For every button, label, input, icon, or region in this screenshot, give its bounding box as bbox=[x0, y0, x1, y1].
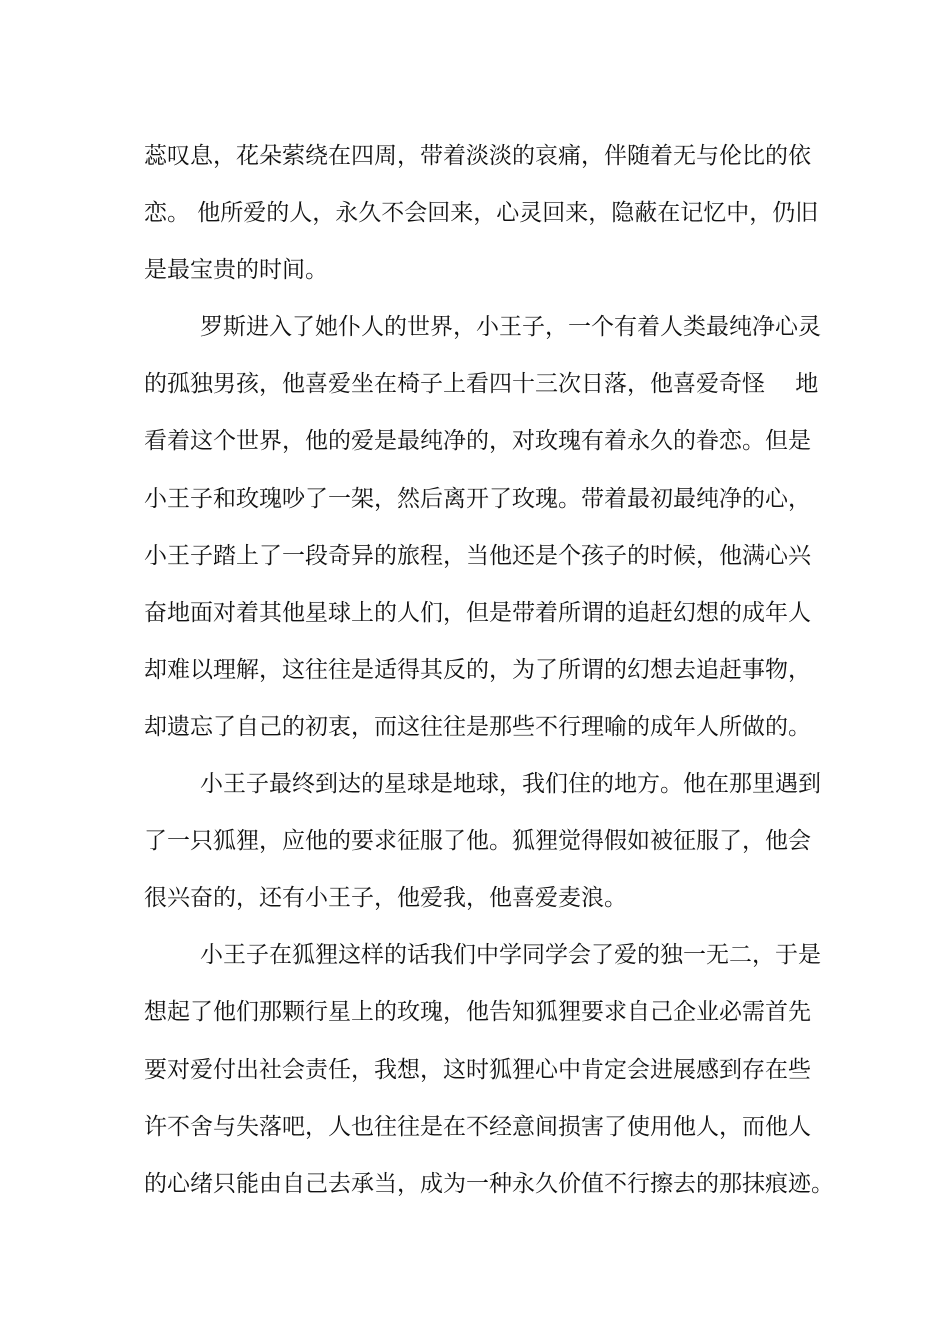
text-line: 想起了他们那颗行星上的玫瑰，他告知狐狸要求自己企业必需首先 bbox=[144, 999, 811, 1026]
text-line: 看着这个世界，他的爱是最纯净的，对玫瑰有着永久的眷恋。但是 bbox=[144, 428, 811, 455]
text-line: 许不舍与失落吧，人也往往是在不经意间损害了使用他人，而他人 bbox=[144, 1113, 811, 1140]
paragraph-first-line: 小王子在狐狸这样的话我们中学同学会了爱的独一无二，于是 bbox=[200, 942, 821, 969]
text-line: 奋地面对着其他星球上的人们，但是带着所谓的追赶幻想的成年人 bbox=[144, 599, 811, 626]
paragraph-first-line: 罗斯进入了她仆人的世界，小王子，一个有着人类最纯净心灵 bbox=[200, 314, 821, 341]
text-line: 的心绪只能由自己去承当，成为一种永久价值不行擦去的那抹痕迹。 bbox=[144, 1170, 834, 1197]
text-line: 蕊叹息，花朵萦绕在四周，带着淡淡的哀痛，伴随着无与伦比的依 bbox=[144, 143, 811, 169]
text-line: 小王子和玫瑰吵了一架，然后离开了玫瑰。带着最初最纯净的心， bbox=[144, 485, 811, 512]
text-line: 了一只狐狸，应他的要求征服了他。狐狸觉得假如被征服了，他会 bbox=[144, 828, 811, 855]
text-line: 却难以理解，这往往是适得其反的，为了所谓的幻想去追赶事物， bbox=[144, 656, 811, 683]
text-line: 却遗忘了自己的初衷，而这往往是那些不行理喻的成年人所做的。 bbox=[144, 713, 811, 740]
text-line: 是最宝贵的时间。 bbox=[144, 257, 328, 284]
text-line: 的孤独男孩，他喜爱坐在椅子上看四十三次日落，他喜爱奇怪 地 bbox=[144, 371, 819, 398]
text-line: 要对爱付出社会责任，我想，这时狐狸心中肯定会进展感到存在些 bbox=[144, 1056, 811, 1083]
text-line: 小王子踏上了一段奇异的旅程，当他还是个孩子的时候，他满心兴 bbox=[144, 542, 811, 569]
text-line: 很兴奋的，还有小王子，他爱我，他喜爱麦浪。 bbox=[144, 885, 627, 912]
text-line: 恋。 他所爱的人，永久不会回来，心灵回来，隐蔽在记忆中，仍旧 bbox=[144, 200, 819, 227]
paragraph-first-line: 小王子最终到达的星球是地球，我们住的地方。他在那里遇到 bbox=[200, 771, 821, 798]
body-text bbox=[144, 128, 834, 1213]
